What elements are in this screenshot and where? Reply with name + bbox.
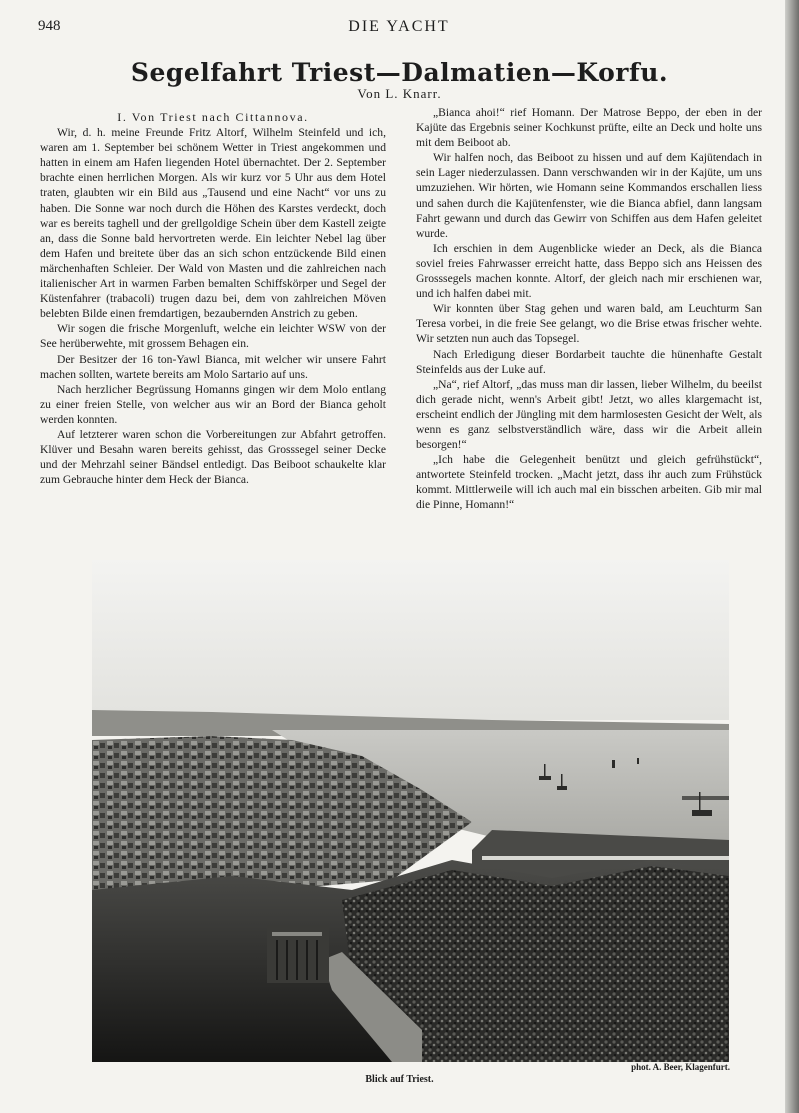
page-number: 948: [38, 18, 61, 34]
photo-caption: Blick auf Triest.: [365, 1074, 434, 1085]
photo-trieste-panorama: [92, 560, 729, 1062]
paragraph: „Ich habe die Gelegenheit benützt und gleich gefrühstückt“, antwortete Steinfeld trocken. „Macht jetzt, dass ihr auch zum Frühstück kommt. Mittlerweile will ich auch mal ein bisschen arbeiten. Gib mir mal die Pinne, Homann!“: [416, 453, 762, 512]
right-column: [416, 105, 762, 513]
section-heading: I. Von Triest nach Cittannova.: [117, 110, 309, 124]
paragraph: Der Besitzer der 16 ton-Yawl Bianca, mit welcher wir unsere Fahrt machen sollten, wartete bereits am Molo Sartario auf uns.: [40, 352, 386, 381]
paragraph: „Na“, rief Altorf, „das muss man dir lassen, lieber Wilhelm, du beeilst dich gerade nicht, wenn's Arbeit gibt! Jetzt, wo alles klargemacht ist, erscheint endlich der Jüngling mit dem harmlosesten Gesicht der Welt, als wenn es ganz selbstverständlich wäre, dass wir die Arbeit allein besorgen!“: [416, 377, 762, 452]
paragraph: Wir konnten über Stag gehen und waren bald, am Leuchturm San Teresa vorbei, in die freie See gelangt, wo die Brise etwas frischer wehte. Wir setzten nun auch das Topsegel.: [416, 302, 762, 346]
page-edge-shadow: [785, 0, 799, 1113]
paragraph: „Bianca ahoi!“ rief Homann. Der Matrose Beppo, der eben in der Kajüte das Ergebnis seiner Kochkunst prüfte, eilte an Deck und holte uns mit dem Beiboot ab.: [416, 106, 762, 150]
paragraph: Wir halfen noch, das Beiboot zu hissen und auf dem Kajütendach in sein Lager niederzulassen. Dann verschwanden wir in der Kajüte, um uns umzuziehen. Wir hörten, wie Homann seine Kommandos erschallen liess und sahen durch die Kajütenfenster, wie die Bianca abfiel, dann langsam Fahrt gewann und durch das Gewirr von Schiffen aus dem Hafen geleitet wurde.: [416, 151, 762, 240]
photo-credit: phot. A. Beer, Klagenfurt.: [631, 1062, 730, 1072]
article-title: Segelfahrt Triest—Dalmatien—Korfu.: [130, 58, 669, 87]
paragraph: Wir, d. h. meine Freunde Fritz Altorf, Wilhelm Steinfeld und ich, waren am 1. September bei schönem Wetter in Triest angekommen und hatten in einem am Hafen liegenden Hotel übernachtet. Der 2. September brachte einen herrlichen Morgen. Als wir kurz vor 5 Uhr aus dem Hotel traten, glaubten wir ein Bild aus „Tausend und eine Nacht“ vor uns zu haben. Die Sonne war noch durch die Höhen des Karstes verdeckt, doch war es bereits taghell und der grellgoldige Schein über dem Kastell zeigte an, dass die Sonne bald hervortreten werde. Ein leichter Nebel lag über dem Hafen und breitete über das an sich schon entzückende Bild einen märchenhaften Schleier. Der Wald von Masten und die zahlreichen nach italienischer Art in warmen Farben bemalten Schiffskörper und Segel der Küstenfahrer (trabacoli) trugen dazu bei, dem von zahlreichen Möven belebten Bilde einen fremdartigen, bezaubernden Anstrich zu geben.: [40, 126, 386, 321]
gate-house: [267, 925, 329, 983]
paragraph: Nach Erledigung dieser Bordarbeit tauchte die hünenhafte Gestalt Steinfelds aus der Luke auf.: [416, 347, 762, 376]
paragraph: Nach herzlicher Begrüssung Homanns gingen wir dem Molo entlang zu einer freien Stelle, von welcher aus wir an Bord der Bianca geholt werden konnten.: [40, 382, 386, 426]
paragraph: Ich erschien in dem Augenblicke wieder an Deck, als die Bianca soviel freies Fahrwasser erreicht hatte, dass Beppo sich ans Heissen des Grosssegels machen konnte. Altorf, der gleich nach mir erschienen war, und ich halfen dabei mit.: [416, 241, 762, 301]
page-header: [38, 18, 760, 40]
paragraph: Wir sogen die frische Morgenluft, welche ein leichter WSW von der See herüberwehte, mit grossem Behagen ein.: [40, 322, 386, 351]
sky: [92, 560, 729, 720]
paragraph: Auf letzterer waren schon die Vorbereitungen zur Abfahrt getroffen. Klüver und Besahn waren bereits gehisst, das Grosssegel seiner Decke und der Mehrzahl seiner Bändsel entledigt. Das Beiboot schaukelte klar zum Gebrauche hinter dem Heck der Bianca.: [40, 427, 386, 487]
pier: [682, 796, 729, 800]
journal-title: DIE YACHT: [348, 18, 450, 35]
left-column: [40, 110, 386, 487]
article-byline: Von L. Knarr.: [357, 86, 442, 101]
